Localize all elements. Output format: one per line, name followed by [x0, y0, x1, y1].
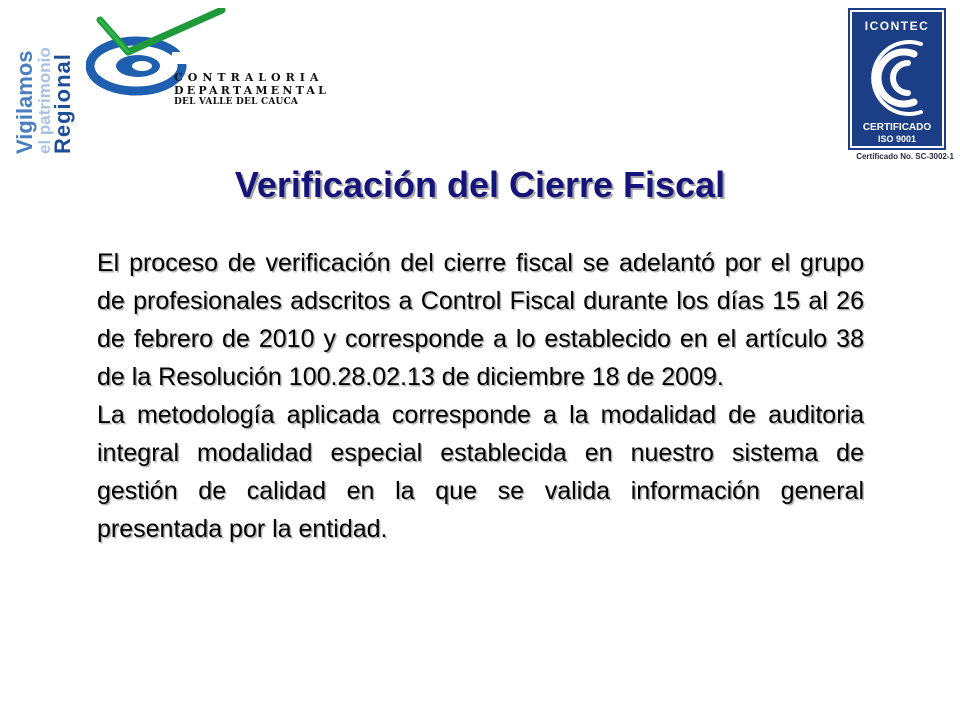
logo-line-3: DEL VALLE DEL CAUCA: [174, 97, 299, 108]
badge-brand: ICONTEC: [864, 19, 930, 33]
contraloria-wordmark: [174, 72, 329, 108]
body-paragraph-2: La metodología aplicada corresponde a la modalidad de auditoria integral modalidad especial establecida en nuestro sistema de gestión de calidad en la que se valida información general presentada por la entidad.: [97, 401, 864, 543]
badge-label: CERTIFICADO: [862, 122, 932, 133]
logo-line-2: DEPARTAMENTAL: [174, 83, 330, 97]
slogan-line-1: Vigilamos: [12, 50, 37, 154]
slogan-line-3: Regional: [50, 53, 75, 154]
body-paragraph-1: El proceso de verificación del cierre fiscal se adelantó por el grupo de profesionales adscritos a Control Fiscal durante los días 15 al 26 de febrero de 2010 y corresponde a lo establecido en el artículo 38 de la Resolución 100.28.02.13 de diciembre 18 de 2009.: [97, 249, 864, 391]
contraloria-logo: [86, 8, 336, 126]
slogan-line-2: el patrimonio: [35, 47, 54, 154]
slide-body: [97, 244, 864, 548]
slide-title: Verificación del Cierre Fiscal: [234, 164, 726, 205]
badge-standard: ISO 9001: [877, 134, 917, 144]
logo-line-1: CONTRALORIA: [174, 71, 324, 84]
slogan-vertical: [8, 6, 80, 156]
icontec-certification-badge: [848, 8, 946, 150]
certificate-number: Certificado No. SC-3002-1: [856, 152, 954, 161]
